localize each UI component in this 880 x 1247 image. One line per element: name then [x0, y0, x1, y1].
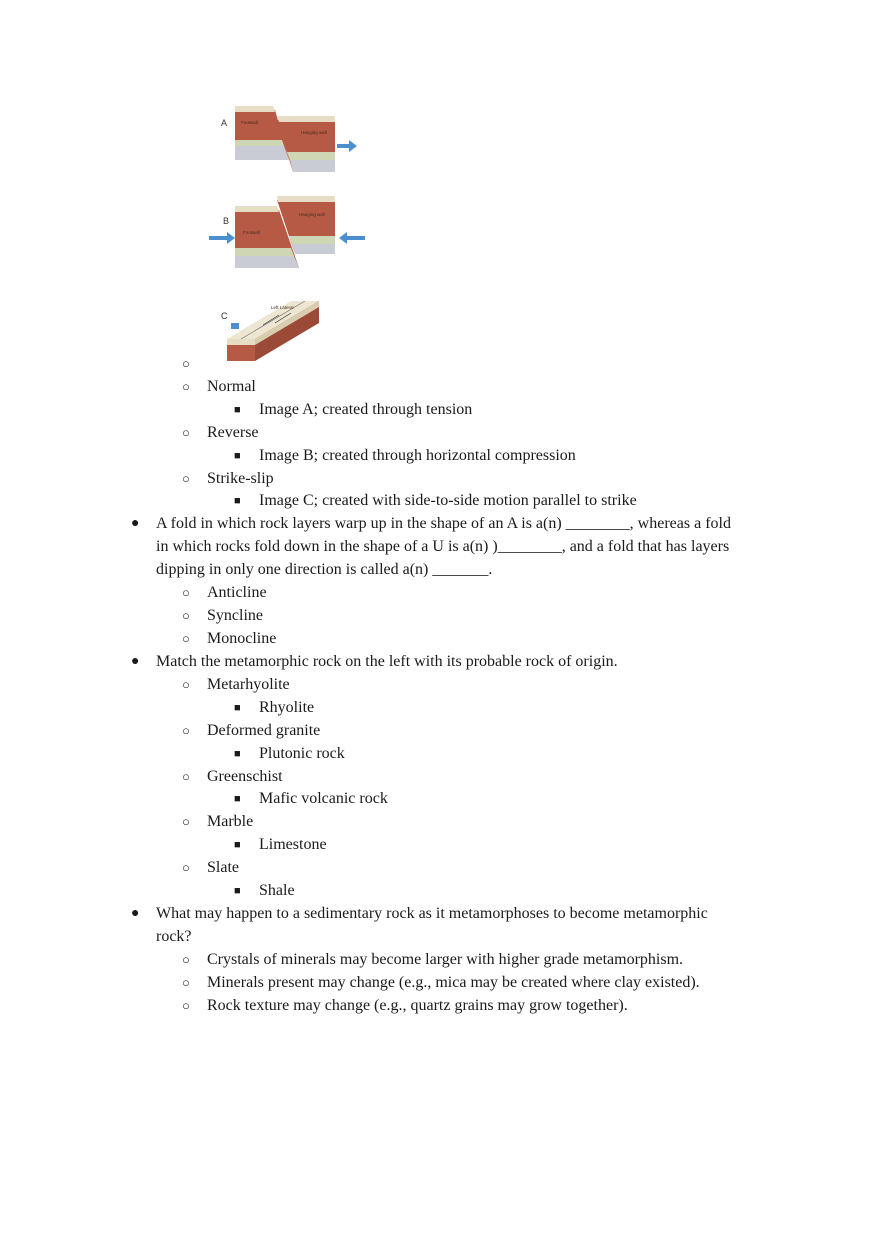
list-bullet-filled: ●	[131, 654, 140, 669]
list-bullet-hollow: ○	[182, 425, 190, 440]
normal-fault-diagram	[213, 100, 363, 180]
figure-label-hanging-wall: Hanging wall	[299, 212, 325, 217]
list-bullet-hollow: ○	[182, 998, 190, 1013]
list-bullet-hollow: ○	[182, 608, 190, 623]
origin-rock: Plutonic rock	[259, 745, 345, 762]
list-bullet-hollow: ○	[182, 860, 190, 875]
fault-type-normal: Normal	[207, 378, 256, 395]
list-bullet-hollow: ○	[182, 952, 190, 967]
reverse-fault-diagram	[205, 192, 370, 274]
list-bullet-filled: ●	[131, 516, 140, 531]
list-bullet-square: ■	[234, 495, 241, 507]
list-bullet-hollow: ○	[182, 769, 190, 784]
arrow-icon	[231, 323, 239, 329]
origin-rock: Limestone	[259, 836, 327, 853]
figure-label-hanging-wall: Hanging wall	[301, 130, 327, 135]
metamorphic-question: Match the metamorphic rock on the left with its probable rock of origin.	[156, 653, 618, 670]
metamorphic-rock: Metarhyolite	[207, 676, 290, 693]
metamorphosis-answer: Rock texture may change (e.g., quartz grains may grow together).	[207, 997, 628, 1014]
list-bullet-hollow: ○	[182, 585, 190, 600]
figure-label-left-lateral: Left Lateral	[271, 305, 294, 310]
arrow-right-icon	[209, 232, 235, 244]
list-bullet-square: ■	[234, 450, 241, 462]
metamorphic-rock: Marble	[207, 813, 254, 830]
fold-answer: Monocline	[207, 630, 277, 647]
fold-answer: Anticline	[207, 584, 267, 601]
list-bullet-square: ■	[234, 839, 241, 851]
fault-detail-normal: Image A; created through tension	[259, 401, 473, 418]
list-bullet-square: ■	[234, 404, 241, 416]
figure-letter: B	[223, 216, 230, 226]
figure-label-footwall: Footwall	[241, 120, 258, 125]
fold-question-line: dipping in only one direction is called a(n) _______.	[156, 561, 493, 578]
origin-rock: Shale	[259, 882, 295, 899]
list-bullet-hollow: ○	[182, 631, 190, 646]
metamorphic-rock: Slate	[207, 859, 239, 876]
list-bullet-filled: ●	[131, 906, 140, 921]
strike-slip-fault-diagram	[213, 295, 328, 370]
list-bullet-hollow: ○	[182, 723, 190, 738]
figure-letter: C	[221, 311, 228, 321]
metamorphic-rock: Greenschist	[207, 768, 283, 785]
metamorphosis-answer: Crystals of minerals may become larger with higher grade metamorphism.	[207, 951, 684, 968]
list-bullet-square: ■	[234, 793, 241, 805]
fold-question-line: in which rocks fold down in the shape of a U is a(n) )________, and a fold that has layers	[156, 538, 730, 555]
fault-type-strike-slip: Strike-slip	[207, 470, 274, 487]
metamorphic-rock: Deformed granite	[207, 722, 321, 739]
metamorphosis-question-line: rock?	[156, 928, 192, 945]
list-bullet-square: ■	[234, 702, 241, 714]
list-bullet-square: ■	[234, 748, 241, 760]
figure-letter: A	[221, 118, 228, 128]
metamorphosis-answer: Minerals present may change (e.g., mica may be created where clay existed).	[207, 974, 700, 991]
metamorphosis-question-line: What may happen to a sedimentary rock as it metamorphoses to become metamorphic	[156, 905, 708, 922]
fault-type-reverse: Reverse	[207, 424, 259, 441]
list-bullet-hollow: ○	[182, 379, 190, 394]
origin-rock: Mafic volcanic rock	[259, 790, 388, 807]
figure-label-footwall: Footwall	[243, 230, 260, 235]
list-bullet-square: ■	[234, 885, 241, 897]
fault-detail-strike-slip: Image C; created with side-to-side motion parallel to strike	[259, 492, 637, 509]
fold-answer: Syncline	[207, 607, 263, 624]
list-bullet-hollow: ○	[182, 471, 190, 486]
fold-question-line: A fold in which rock layers warp up in the shape of an A is a(n) ________, whereas a fold	[156, 515, 731, 532]
list-bullet-hollow: ○	[182, 814, 190, 829]
arrow-left-icon	[339, 232, 365, 244]
origin-rock: Rhyolite	[259, 699, 315, 716]
fault-detail-reverse: Image B; created through horizontal compression	[259, 447, 576, 464]
list-bullet-hollow: ○	[182, 975, 190, 990]
arrow-right-icon	[337, 140, 357, 152]
list-bullet-hollow: ○	[182, 677, 190, 692]
list-bullet-hollow: ○	[182, 356, 190, 371]
